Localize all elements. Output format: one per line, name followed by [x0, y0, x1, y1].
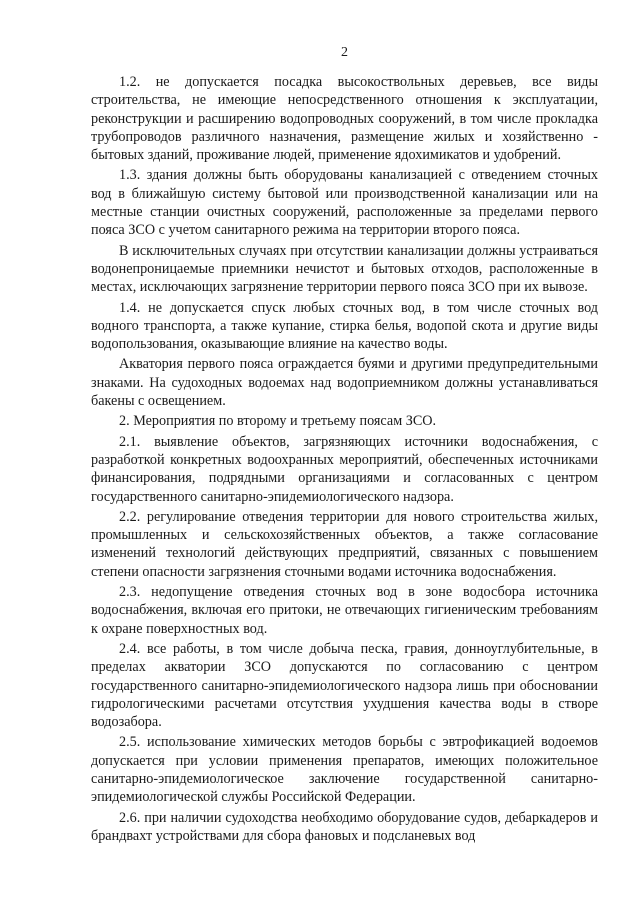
- paragraph-2-2: 2.2. регулирование отведения территории для нового строительства жилых, промышленных и сельскохозяйственных объектов, а также согласование изменений технологий действующих предприятий, связанных с повышением степени опасности загрязнения сточными водами источника водоснабжения.: [91, 508, 598, 580]
- page-number: 2: [341, 45, 348, 60]
- paragraph-1-2: 1.2. не допускается посадка высокоствольных деревьев, все виды строительства, не имеющие непосредственного отношения к эксплуатации, реконструкции и расширению водопроводных сооружений, в том числе прокладка трубопроводов различного назначения, размещение жилых и хозяйственно - бытовых зданий, проживание людей, применение ядохимикатов и удобрений.: [91, 74, 598, 164]
- section-heading-2: 2. Мероприятия по второму и третьему поясам ЗСО.: [119, 413, 437, 430]
- paragraph-aquatory: Акватория первого пояса ограждается буями и другими предупредительными знаками. На судоходных водоемах над водоприемником должны устанавливаться бакены с освещением.: [91, 356, 598, 410]
- paragraph-1-3: 1.3. здания должны быть оборудованы канализацией с отведением сточных вод в ближайшую систему бытовой или производственной канализации или на местные станции очистных сооружений, расположенные за пределами первого пояса ЗСО с учетом санитарного режима на территории второго пояса.: [91, 167, 598, 239]
- paragraph-1-4: 1.4. не допускается спуск любых сточных вод, в том числе сточных вод водного транспорта, а также купание, стирка белья, водопой скота и другие виды водопользования, оказывающие влияние на качество воды.: [91, 299, 598, 353]
- paragraph-2-4: 2.4. все работы, в том числе добыча песка, гравия, донноуглубительные, в пределах акватории ЗСО допускаются по согласованию с центром государственного санитарно-эпидемиологического надзора лишь при обосновании гидрологическими расчетами отсутствия ухудшения качества воды в створе водозабора.: [91, 640, 598, 731]
- paragraph-2-6: 2.6. при наличии судоходства необходимо оборудование судов, дебаркадеров и брандвахт устройствами для сбора фановых и подсланевых вод: [91, 809, 598, 844]
- paragraph-exceptional-cases: В исключительных случаях при отсутствии канализации должны устраиваться водонепроницаемые приемники нечистот и бытовых отходов, расположенные в местах, исключающих загрязнение территории первого пояса ЗСО при их вывозе.: [91, 242, 598, 296]
- paragraph-2-3: 2.3. недопущение отведения сточных вод в зоне водосбора источника водоснабжения, включая его притоки, не отвечающих гигиеническим требованиям к охране поверхностных вод.: [91, 584, 598, 637]
- paragraph-2-1: 2.1. выявление объектов, загрязняющих источники водоснабжения, с разработкой конкретных водоохранных мероприятий, обеспеченных источниками финансирования, подрядными организациями и согласованных с центром государственного санитарно-эпидемиологического надзора.: [91, 433, 598, 505]
- paragraph-2-5: 2.5. использование химических методов борьбы с эвтрофикацией водоемов допускается при условии применения препаратов, имеющих положительное санитарно-эпидемиологическое заключение государственной санитарно-эпидемиологической службы Российской Федерации.: [91, 734, 598, 806]
